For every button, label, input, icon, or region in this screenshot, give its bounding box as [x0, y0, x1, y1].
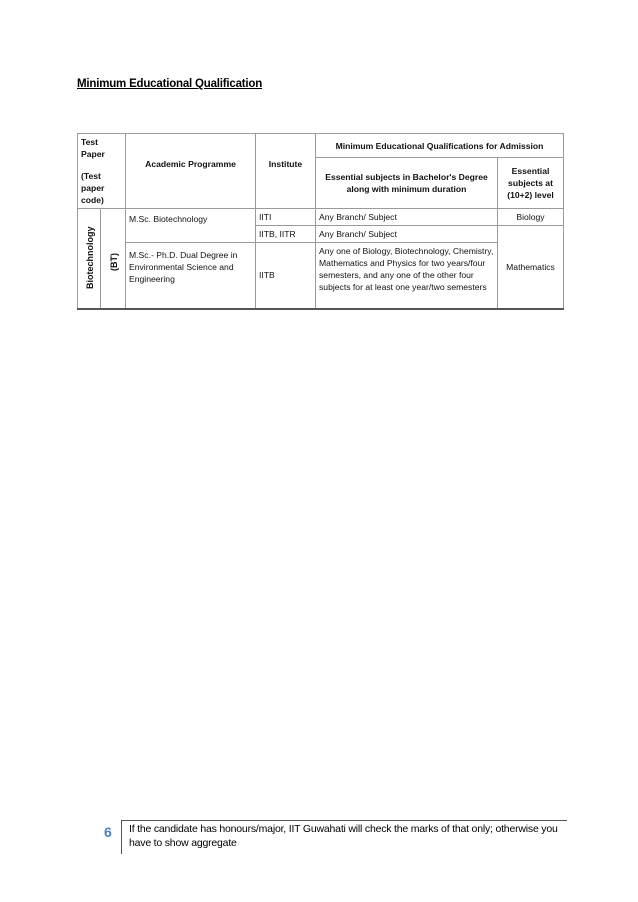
header-test-paper-label: Test Paper — [81, 137, 105, 159]
level-10-2-row-2: Mathematics — [498, 226, 564, 309]
bachelor-row-1: Any Branch/ Subject — [316, 209, 498, 226]
section-heading: Minimum Educational Qualification — [77, 78, 263, 90]
header-essential-bachelor: Essential subjects in Bachelor's Degree along with minimum duration — [316, 158, 498, 209]
paper-name-cell — [78, 209, 101, 309]
header-academic-programme: Academic Programme — [126, 134, 256, 209]
qualification-table — [77, 133, 564, 310]
paper-name: Biotechnology — [85, 226, 95, 289]
paper-code: (BT) — [109, 253, 119, 271]
institute-iiti: IITI — [256, 209, 316, 226]
bachelor-row-3: Any one of Biology, Biotechnology, Chemistry, Mathematics and Physics for two years/four semesters, and any one of the other four subjects for at least one year/two semesters — [316, 243, 498, 309]
paper-code-cell — [101, 209, 126, 309]
footer-note: If the candidate has honours/major, IIT Guwahati will check the marks of that only; otherwise you have to show aggregate — [129, 823, 558, 849]
level-10-2-row-1: Biology — [498, 209, 564, 226]
footer-rule — [122, 820, 567, 821]
header-test-paper-code: (Test paper code) — [81, 171, 105, 205]
footer-divider — [121, 820, 122, 854]
programme-dual-degree: M.Sc.- Ph.D. Dual Degree in Environmental Science and Engineering — [126, 243, 256, 309]
header-min-qualifications: Minimum Educational Qualifications for Admission — [316, 134, 564, 158]
header-essential-10-2: Essential subjects at (10+2) level — [498, 158, 564, 209]
header-institute: Institute — [256, 134, 316, 209]
programme-msc-biotech: M.Sc. Biotechnology — [126, 209, 256, 243]
header-test-paper — [78, 134, 126, 209]
bachelor-row-2: Any Branch/ Subject — [316, 226, 498, 243]
page-number: 6 — [104, 824, 112, 840]
institute-iitb: IITB — [256, 243, 316, 309]
institute-iitb-iitr: IITB, IITR — [256, 226, 316, 243]
